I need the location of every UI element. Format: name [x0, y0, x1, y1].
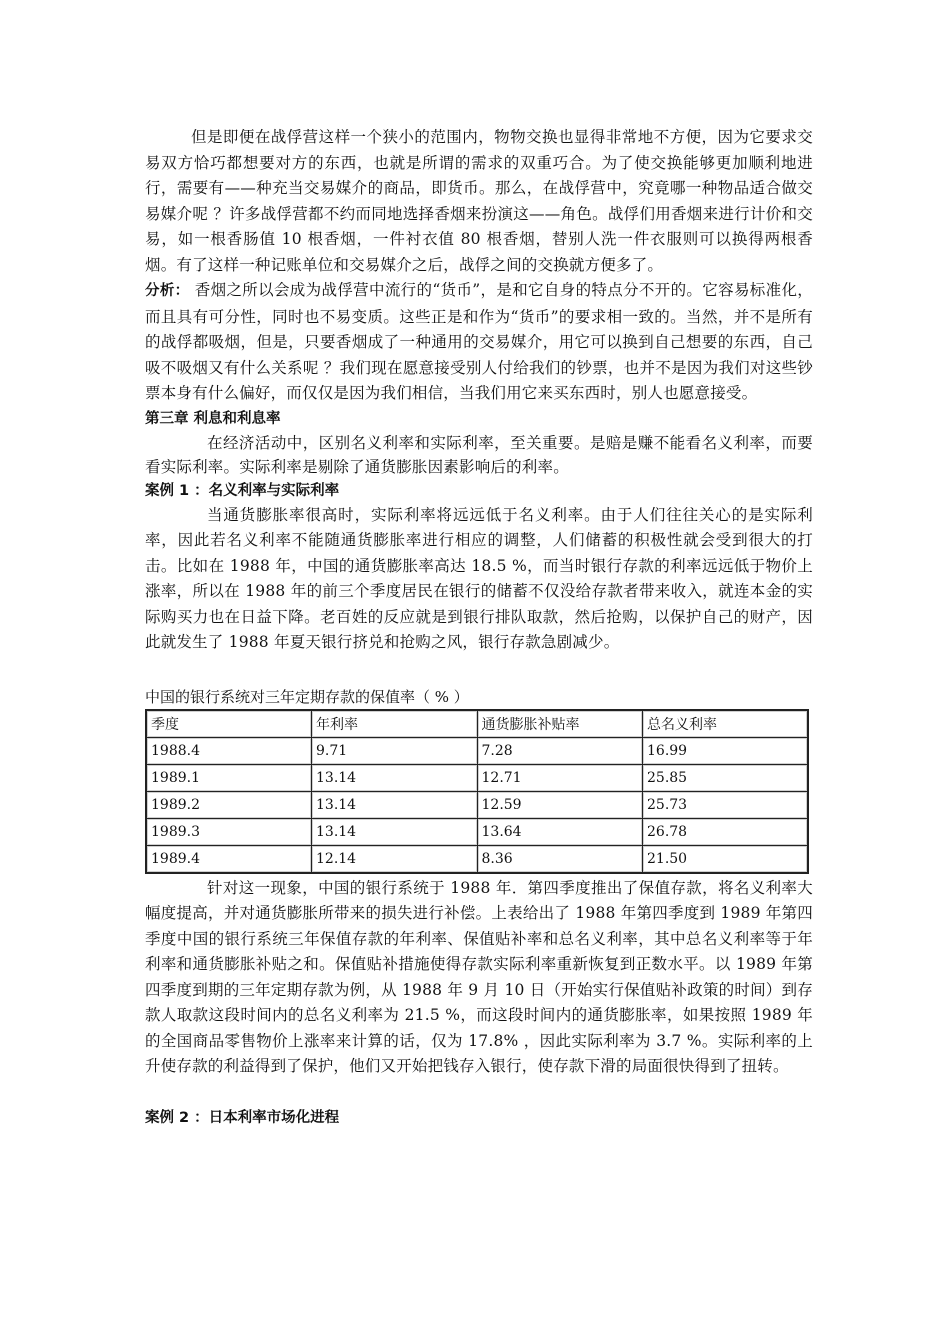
- table-cell: 13.64: [477, 818, 643, 845]
- paragraph-pow-camp: 但是即便在战俘营这样一个狭小的范围内，物物交换也显得非常地不方便，因为它要求交易双方恰巧都想要对方的东西，也就是所谓的需求的双重巧合。为了使交换能够更加顺利地进行，需要有——种充当交易媒介的商品，即货币。那么，在战俘营中，究竟哪一种物品适合做交易媒介呢 ？许多战俘营都不约而同地选择香烟来扮演这——角色。战俘们用香烟来进行计价和交易，如一根香肠值 10 根香烟，一件衬衣值 80 根香烟，替别人洗一件衣服则可以换得两根香烟。有了这样一种记账单位和交易媒介之后，战俘之间的交换就方便多了。: [145, 128, 813, 274]
- table-cell: 1989.1: [146, 764, 312, 791]
- table-cell: 16.99: [643, 737, 809, 764]
- table-cell: 12.59: [477, 791, 643, 818]
- table-cell: 13.14: [312, 764, 478, 791]
- table-cell: 13.14: [312, 818, 478, 845]
- table-header-row: [146, 710, 808, 738]
- analysis-label: 分析：: [145, 283, 190, 299]
- table-header-cell: 年利率: [312, 710, 478, 738]
- table-cell: 21.50: [643, 845, 809, 873]
- spacer: [145, 1080, 813, 1106]
- table-cell: 25.73: [643, 791, 809, 818]
- case-1-title: 案例 1 ：名义利率与实际利率: [145, 482, 340, 499]
- table-cell: 9.71: [312, 737, 478, 764]
- table-header-cell: 通货膨胀补贴率: [477, 710, 643, 738]
- table-header-cell: 季度: [146, 710, 312, 738]
- paragraph-chapter-3-intro: 在经济活动中，区别名义利率和实际利率，至关重要。是赔是赚不能看名义利率，而要看实际利率。实际利率是剔除了通货膨胀因素影响后的利率。: [145, 433, 813, 476]
- document-page: [145, 125, 813, 1130]
- table-cell: 8.36: [477, 845, 643, 873]
- table-cell: 1989.2: [146, 791, 312, 818]
- deposit-rate-table: [145, 709, 809, 874]
- table-row: [146, 737, 808, 764]
- table-caption: 中国的银行系统对三年定期存款的保值率（ % ）: [145, 687, 469, 706]
- paragraph-case-1: 当通货膨胀率很高时，实际利率将远远低于名义利率。由于人们往往关心的是实际利率，因此若名义利率不能随通货膨胀率进行相应的调整，人们储蓄的积极性就会受到很大的打击。比如在 1988 年，中国的通货膨胀率高达 18.5 %，而当时银行存款的利率远远低于物价上涨率，所以在 1988 年的前三个季度居民在银行的储蓄不仅没给存款者带来收入，就连本金的实际购买力也在日益下降。老百姓的反应就是到银行排队取款，然后抢购，以保护自己的财产，因此就发生了 1988 年夏天银行挤兑和抢购之风，银行存款急剧减少。: [145, 505, 813, 651]
- table-row: [146, 818, 808, 845]
- table-row: [146, 764, 808, 791]
- analysis-text: 香烟之所以会成为战俘营中流行的“货币”，是和它自身的特点分不开的。它容易标准化，而且具有可分性，同时也不易变质。这些正是和作为“货币”的要求相一致的。当然，并不是所有的战俘都吸烟，但是，只要香烟成了一种通用的交易媒介，用它可以换到自己想要的东西，自己吸不吸烟又有什么关系呢 ？我们现在愿意接受别人付给我们的钞票，也并不是因为我们对这些钞票本身有什么偏好，而仅仅是因为我们相信，当我们用它来买东西时，别人也愿意接受。: [145, 281, 813, 402]
- table-row: [146, 791, 808, 818]
- paragraph-after-table: 针对这一现象，中国的银行系统于 1988 年．第四季度推出了保值存款，将名义利率大幅度提高，并对通货膨胀所带来的损失进行补偿。上表给出了 1988 年第四季度到 1989 年第四季度中国的银行系统三年保值存款的年利率、保值贴补率和总名义利率，其中总名义利率等于年利率和通货膨胀补贴之和。保值贴补措施使得存款实际利率重新恢复到正数水平。以 1989 年第四季度到期的三年定期存款为例，从 1988 年 9 月 10 日（开始实行保值贴补政策的时间）到存款人取款这段时间内的总名义利率为 21.5 %，而这段时间内的通货膨胀率，如果按照 1989 年的全国商品零售物价上涨率来计算的话，仅为 17.8% ，因此实际利率为 3.7 %。实际利率的上升使存款的利益得到了保护，他们又开始把钱存入银行，使存款下滑的局面很快得到了扭转。: [145, 878, 813, 1075]
- table-cell: 12.14: [312, 845, 478, 873]
- table-cell: 1989.4: [146, 845, 312, 873]
- table-cell: 25.85: [643, 764, 809, 791]
- table-cell: 1989.3: [146, 818, 312, 845]
- table-cell: 7.28: [477, 737, 643, 764]
- table-cell: 1988.4: [146, 737, 312, 764]
- table-row: [146, 845, 808, 873]
- paragraph-analysis: [145, 278, 813, 407]
- table-cell: 13.14: [312, 791, 478, 818]
- table-header-cell: 总名义利率: [643, 710, 809, 738]
- table-cell: 26.78: [643, 818, 809, 845]
- chapter-3-title: 第三章 利息和利息率: [145, 410, 281, 427]
- table-cell: 12.71: [477, 764, 643, 791]
- case-2-title: 案例 2 ：日本利率市场化进程: [145, 1109, 340, 1126]
